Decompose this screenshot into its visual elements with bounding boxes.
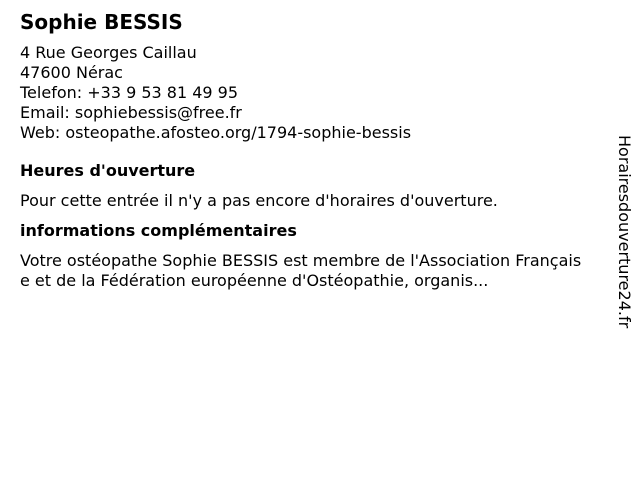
street-address: 4 Rue Georges Caillau	[20, 43, 197, 62]
business-name: Sophie BESSIS	[20, 10, 183, 34]
contact-details	[20, 43, 600, 143]
opening-hours-text: Pour cette entrée il n'y a pas encore d'horaires d'ouverture.	[20, 191, 498, 210]
phone-number: Telefon: +33 9 53 81 49 95	[20, 83, 239, 102]
business-card	[20, 9, 600, 291]
website-url: Web: osteopathe.afosteo.org/1794-sophie-bessis	[20, 123, 412, 142]
site-watermark: Horairesdouverture24.fr	[615, 135, 634, 329]
opening-hours-heading: Heures d'ouverture	[20, 161, 196, 180]
email-address: Email: sophiebessis@free.fr	[20, 103, 242, 122]
additional-info-text: Votre ostéopathe Sophie BESSIS est membre de l'Association Française et de la Fédération européenne d'Ostéopathie, organis...	[20, 251, 582, 290]
additional-info-heading: informations complémentaires	[20, 221, 297, 240]
city-address: 47600 Nérac	[20, 63, 123, 82]
